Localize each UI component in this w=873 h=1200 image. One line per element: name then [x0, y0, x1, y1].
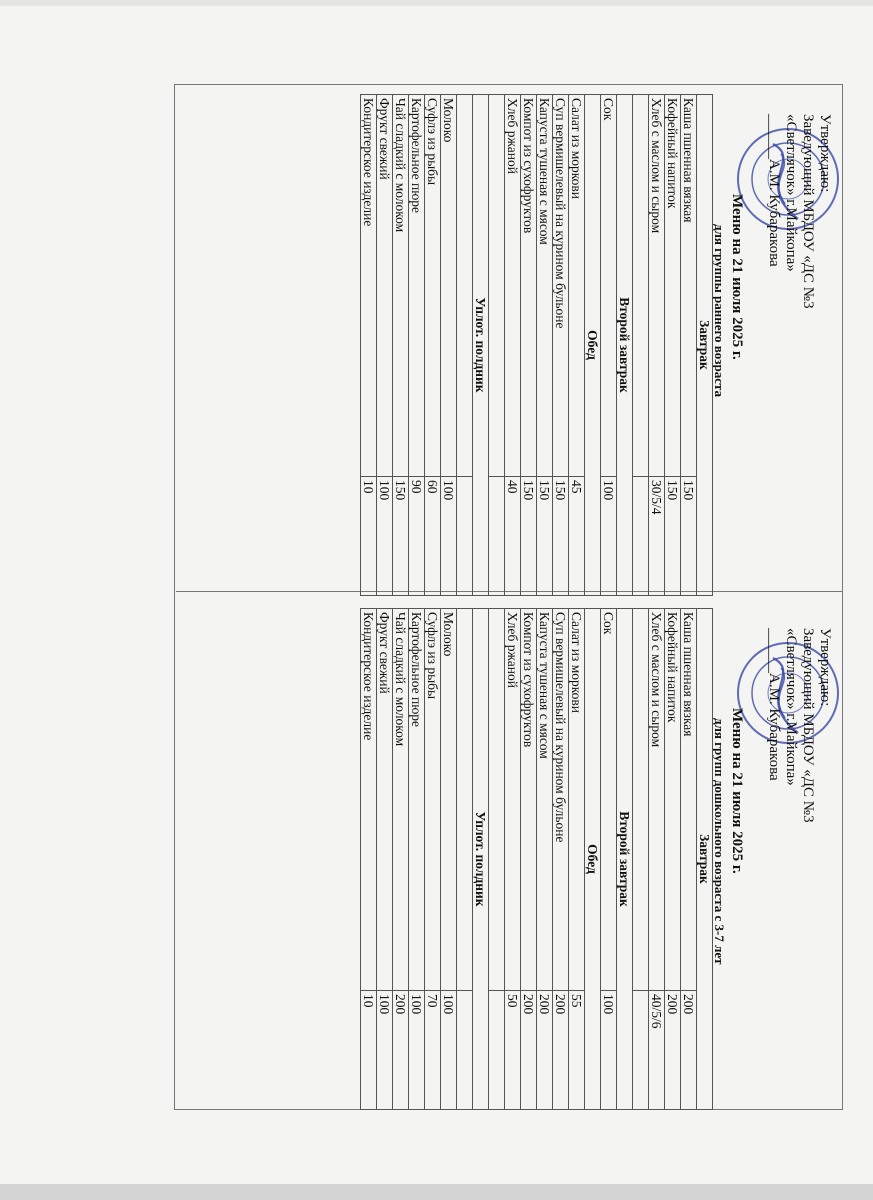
dish-name: Каша пшенная вязкая	[681, 609, 697, 991]
dish-qty: 200	[537, 991, 553, 1110]
dish-qty: 40	[505, 477, 521, 596]
table-row	[521, 95, 537, 596]
dish-qty: 100	[601, 991, 617, 1110]
blank-cell	[633, 991, 649, 1110]
dish-qty: 45	[569, 477, 585, 596]
menu-table	[360, 94, 713, 596]
section-header: Завтрак	[697, 609, 713, 1110]
menu-subtitle: для групп дошкольного возраста с 3-7 лет	[712, 718, 727, 965]
table-row	[633, 95, 649, 596]
approval-line: Заведующий МБДОУ «ДС №3	[800, 114, 816, 309]
dish-qty: 150	[553, 477, 569, 596]
table-row	[649, 95, 665, 596]
dish-name: Фрукт свежий	[377, 609, 393, 991]
section-header: Обед	[585, 95, 601, 596]
section-header: Завтрак	[697, 95, 713, 596]
dish-name: Картофельное пюре	[409, 95, 425, 477]
dish-name: Хлеб ржаной	[505, 95, 521, 477]
blank-cell	[489, 991, 505, 1110]
table-row	[537, 609, 553, 1110]
dish-name: Кофейный напиток	[665, 95, 681, 477]
table-row	[361, 609, 377, 1110]
blank-cell	[457, 609, 473, 991]
dish-qty: 55	[569, 991, 585, 1110]
table-row	[633, 609, 649, 1110]
table-row	[601, 609, 617, 1110]
dish-qty: 200	[665, 991, 681, 1110]
dish-qty: 60	[425, 477, 441, 596]
section-header: Второй завтрак	[617, 95, 633, 596]
dish-name: Салат из моркови	[569, 609, 585, 991]
dish-qty: 200	[553, 991, 569, 1110]
dish-qty: 100	[377, 477, 393, 596]
dish-qty: 150	[537, 477, 553, 596]
dish-name: Картофельное пюре	[409, 609, 425, 991]
table-row	[393, 95, 409, 596]
dish-qty: 90	[409, 477, 425, 596]
dish-qty: 200	[393, 991, 409, 1110]
dish-name: Чай сладкий с молоком	[393, 95, 409, 477]
approval-line: Заведующий МБДОУ «ДС №3	[800, 628, 816, 823]
table-row	[377, 95, 393, 596]
menu-panel-preschool	[0, 598, 873, 1118]
table-row	[409, 609, 425, 1110]
blank-cell	[457, 95, 473, 477]
approval-line: «Светлячок» г.Майкопа»	[783, 628, 799, 786]
dish-name: Суп вермишелевый на курином бульоне	[553, 95, 569, 477]
blank-cell	[633, 477, 649, 596]
dish-name: Чай сладкий с молоком	[393, 609, 409, 991]
approval-line: «Светлячок» г.Майкопа»	[783, 114, 799, 272]
dish-name: Компот из сухофруктов	[521, 95, 537, 477]
table-row	[537, 95, 553, 596]
dish-name: Хлеб с маслом и сыром	[649, 95, 665, 477]
table-row	[665, 609, 681, 1110]
dish-name: Капуста тушеная с мясом	[537, 95, 553, 477]
dish-name: Молоко	[441, 95, 457, 477]
section-header: Второй завтрак	[617, 609, 633, 1110]
dish-name: Сок	[601, 95, 617, 477]
dish-name: Сок	[601, 609, 617, 991]
dish-name: Кондитерское изделие	[361, 609, 377, 991]
approval-block	[765, 628, 833, 823]
dish-qty: 200	[681, 991, 697, 1110]
dish-name: Салат из моркови	[569, 95, 585, 477]
dish-qty: 150	[665, 477, 681, 596]
blank-cell	[457, 477, 473, 596]
dish-qty: 10	[361, 477, 377, 596]
table-row	[681, 95, 697, 596]
blank-cell	[633, 95, 649, 477]
dish-name: Кофейный напиток	[665, 609, 681, 991]
table-row	[505, 609, 521, 1110]
approval-line: Утверждаю:	[817, 628, 833, 707]
dish-name: Капуста тушеная с мясом	[537, 609, 553, 991]
dish-qty: 100	[601, 477, 617, 596]
section-header: Обед	[585, 609, 601, 1110]
menu-title: Меню на 21 июля 2025 г.	[729, 708, 745, 874]
dish-name: Хлеб ржаной	[505, 609, 521, 991]
blank-cell	[489, 609, 505, 991]
dish-qty: 100	[441, 477, 457, 596]
table-row	[441, 609, 457, 1110]
blank-cell	[457, 991, 473, 1110]
table-row	[553, 609, 569, 1110]
dish-qty: 150	[521, 477, 537, 596]
dish-qty: 30/5/4	[649, 477, 665, 596]
approval-block	[765, 114, 833, 309]
dish-name: Хлеб с маслом и сыром	[649, 609, 665, 991]
dish-qty: 70	[425, 991, 441, 1110]
dish-qty: 150	[681, 477, 697, 596]
table-row	[505, 95, 521, 596]
dish-qty: 100	[441, 991, 457, 1110]
table-row	[361, 95, 377, 596]
table-row	[649, 609, 665, 1110]
dish-name: Суп вермишелевый на курином бульоне	[553, 609, 569, 991]
dish-name: Компот из сухофруктов	[521, 609, 537, 991]
table-row	[457, 609, 473, 1110]
dish-name: Кондитерское изделие	[361, 95, 377, 477]
table-row	[521, 609, 537, 1110]
blank-cell	[489, 477, 505, 596]
menu-panel-early-age	[0, 84, 873, 604]
dish-qty: 200	[521, 991, 537, 1110]
section-header: Уплот. полдник	[473, 95, 489, 596]
approval-line: Утверждаю:	[817, 114, 833, 193]
table-row	[393, 609, 409, 1110]
dish-name: Фрукт свежий	[377, 95, 393, 477]
dish-qty: 40/5/6	[649, 991, 665, 1110]
menu-subtitle: для группы раннего возраста	[712, 224, 727, 398]
table-row	[457, 95, 473, 596]
menu-table	[360, 608, 713, 1110]
table-row	[553, 95, 569, 596]
table-row	[489, 95, 505, 596]
dish-qty: 10	[361, 991, 377, 1110]
dish-name: Суфлэ из рыбы	[425, 95, 441, 477]
table-row	[681, 609, 697, 1110]
dish-name: Молоко	[441, 609, 457, 991]
dish-name: Каша пшенная вязкая	[681, 95, 697, 477]
table-row	[569, 95, 585, 596]
dish-name: Суфлэ из рыбы	[425, 609, 441, 991]
table-row	[409, 95, 425, 596]
section-header: Уплот. полдник	[473, 609, 489, 1110]
table-row	[601, 95, 617, 596]
dish-qty: 50	[505, 991, 521, 1110]
dish-qty: 100	[409, 991, 425, 1110]
approval-line: ______А.М. Кубаракова	[766, 628, 782, 781]
table-row	[569, 609, 585, 1110]
blank-cell	[489, 95, 505, 477]
menu-title: Меню на 21 июля 2025 г.	[729, 194, 745, 360]
table-row	[425, 95, 441, 596]
dish-qty: 150	[393, 477, 409, 596]
table-row	[665, 95, 681, 596]
blank-cell	[633, 609, 649, 991]
table-row	[425, 609, 441, 1110]
table-row	[377, 609, 393, 1110]
approval-line: ______А.М. Кубаракова	[766, 114, 782, 267]
dish-qty: 100	[377, 991, 393, 1110]
table-row	[441, 95, 457, 596]
table-row	[489, 609, 505, 1110]
